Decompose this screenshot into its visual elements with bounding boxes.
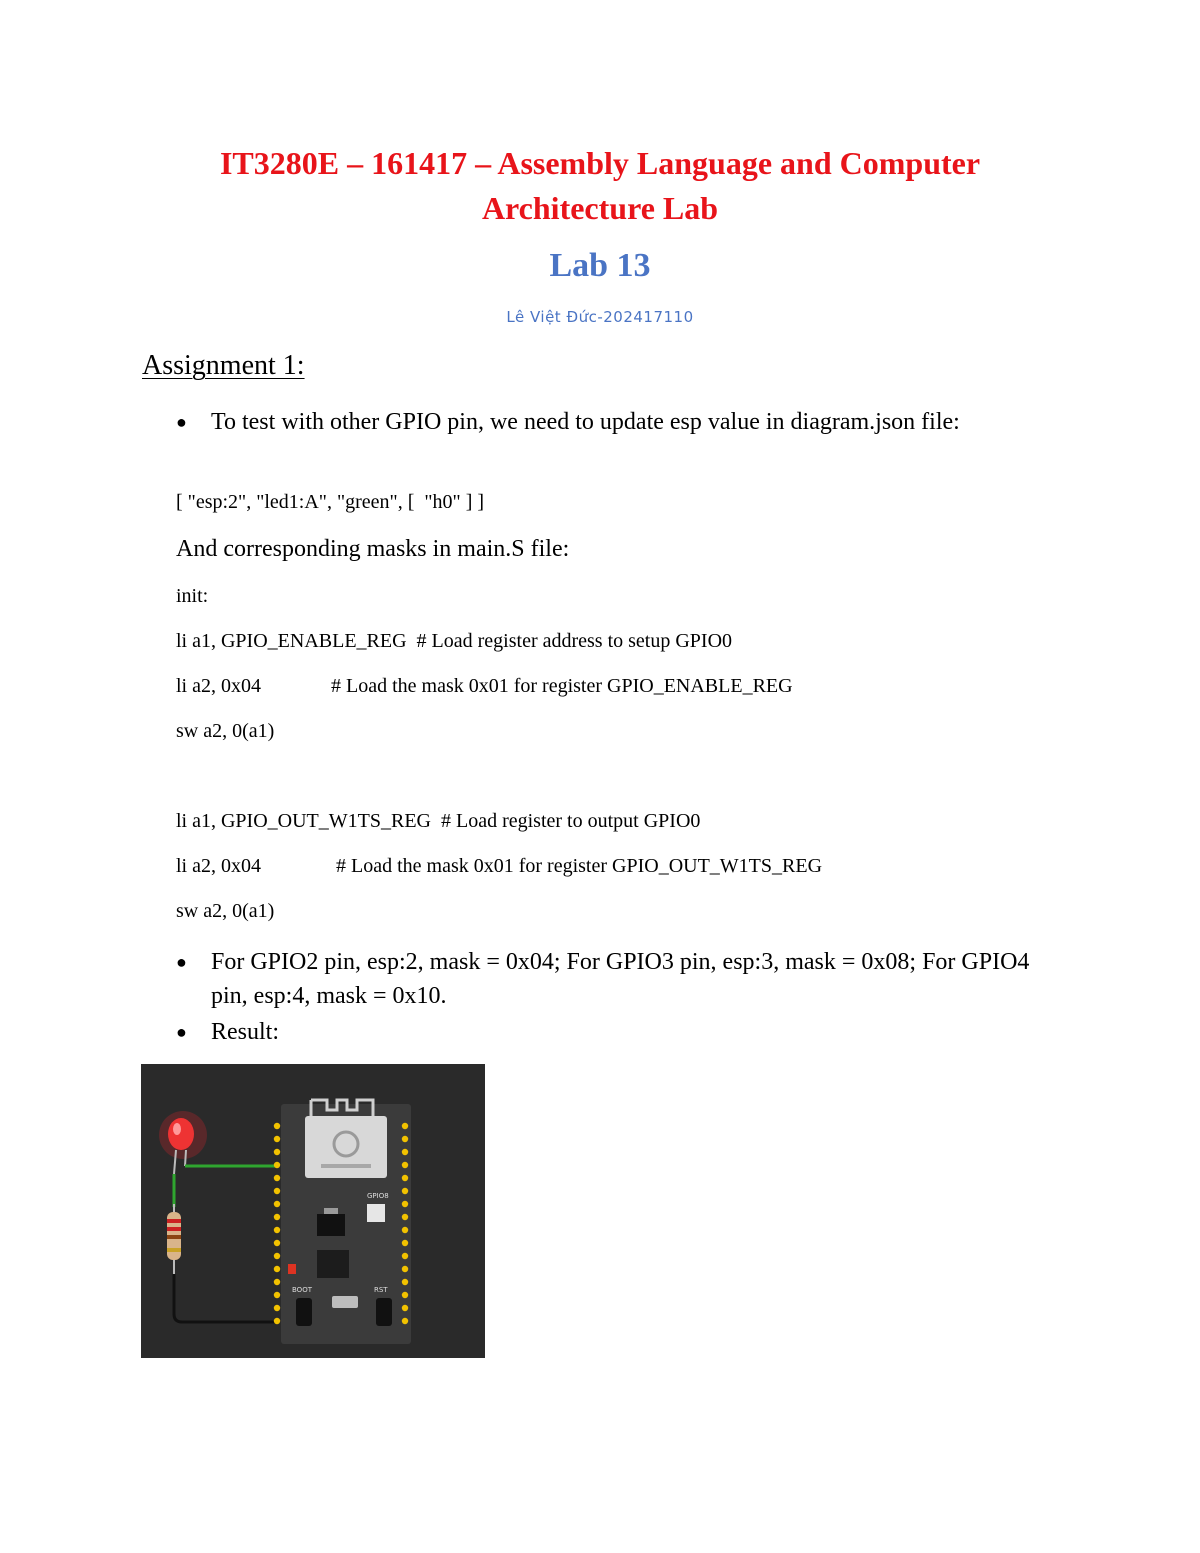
masks-intro: And corresponding masks in main.S file: bbox=[176, 536, 570, 562]
doc-title-line2: Architecture Lab bbox=[481, 190, 719, 226]
doc-title-line1: IT3280E – 161417 – Assembly Language and Computer bbox=[219, 145, 981, 181]
rst-button bbox=[376, 1298, 392, 1326]
bullet-text: Result: bbox=[211, 1019, 280, 1045]
code-line: li a2, 0x04 # Load the mask 0x01 for register GPIO_ENABLE_REG bbox=[176, 675, 793, 697]
code-line: sw a2, 0(a1) bbox=[176, 720, 275, 742]
assignment-heading: Assignment 1: bbox=[142, 350, 305, 381]
header-pin bbox=[402, 1188, 408, 1194]
bullet-icon: ● bbox=[176, 1022, 187, 1042]
header-pin bbox=[402, 1201, 408, 1207]
result-simulation-image bbox=[141, 1064, 485, 1358]
lab-number: Lab 13 bbox=[549, 247, 651, 284]
resistor-icon bbox=[167, 1204, 181, 1274]
header-pin bbox=[402, 1227, 408, 1233]
json-line: [ "esp:2", "led1:A", "green", [ "h0" ] ] bbox=[176, 491, 485, 513]
header-pin bbox=[274, 1123, 280, 1129]
power-led bbox=[288, 1264, 296, 1274]
header-pin bbox=[402, 1123, 408, 1129]
code-line: sw a2, 0(a1) bbox=[176, 900, 275, 922]
code-line: li a1, GPIO_OUT_W1TS_REG # Load register to output GPIO0 bbox=[176, 810, 701, 832]
usb-port bbox=[332, 1296, 358, 1308]
header-pin bbox=[402, 1266, 408, 1272]
header-pin bbox=[274, 1279, 280, 1285]
header-pin bbox=[274, 1149, 280, 1155]
bullet-item-diagram bbox=[176, 405, 1036, 439]
header-pin bbox=[274, 1266, 280, 1272]
esp32-circuit-diagram bbox=[141, 1064, 485, 1358]
header-pin bbox=[274, 1253, 280, 1259]
bullet-icon: ● bbox=[176, 952, 187, 972]
author-line: Lê Việt Đức-202417110 bbox=[506, 308, 694, 326]
boot-label: BOOT bbox=[292, 1286, 312, 1294]
header-pin bbox=[274, 1162, 280, 1168]
gpio8-label: GPIO8 bbox=[367, 1192, 389, 1200]
header-pin bbox=[274, 1201, 280, 1207]
header-pin bbox=[274, 1188, 280, 1194]
code-line: li a2, 0x04 # Load the mask 0x01 for register GPIO_OUT_W1TS_REG bbox=[176, 855, 823, 877]
header-pins-left bbox=[274, 1123, 280, 1324]
header-pin bbox=[274, 1227, 280, 1233]
boot-button bbox=[296, 1298, 312, 1326]
header-pin bbox=[274, 1240, 280, 1246]
voltage-regulator bbox=[317, 1214, 345, 1236]
header-pin bbox=[274, 1175, 280, 1181]
header-pin bbox=[274, 1214, 280, 1220]
esp-module bbox=[305, 1116, 387, 1178]
bullet-text: For GPIO2 pin, esp:2, mask = 0x04; For GPIO3 pin, esp:3, mask = 0x08; For GPIO4 pin, esp:4, mask = 0x10. bbox=[211, 949, 1030, 1009]
header-pin bbox=[402, 1292, 408, 1298]
code-init: init: bbox=[176, 585, 209, 607]
header-pin bbox=[402, 1136, 408, 1142]
header-pin bbox=[402, 1149, 408, 1155]
gpio8-led bbox=[367, 1204, 385, 1222]
header-pin bbox=[274, 1318, 280, 1324]
header-pin bbox=[402, 1253, 408, 1259]
rst-label: RST bbox=[374, 1286, 388, 1294]
bullet-icon: ● bbox=[176, 412, 187, 432]
header-pin bbox=[274, 1292, 280, 1298]
header-pin bbox=[402, 1318, 408, 1324]
header-pin bbox=[402, 1175, 408, 1181]
header-pin bbox=[402, 1162, 408, 1168]
header-pin bbox=[274, 1136, 280, 1142]
header-pin bbox=[402, 1214, 408, 1220]
black-wire bbox=[174, 1274, 277, 1322]
bullet-text: To test with other GPIO pin, we need to update esp value in diagram.json file: bbox=[211, 409, 960, 435]
usb-chip bbox=[317, 1250, 349, 1278]
header-pin bbox=[402, 1305, 408, 1311]
bullet-item-masks bbox=[176, 945, 1036, 1013]
header-pin bbox=[402, 1279, 408, 1285]
header-pin bbox=[402, 1240, 408, 1246]
header-pin bbox=[274, 1305, 280, 1311]
bullet-item-result bbox=[176, 1015, 1036, 1049]
code-line: li a1, GPIO_ENABLE_REG # Load register address to setup GPIO0 bbox=[176, 630, 733, 652]
